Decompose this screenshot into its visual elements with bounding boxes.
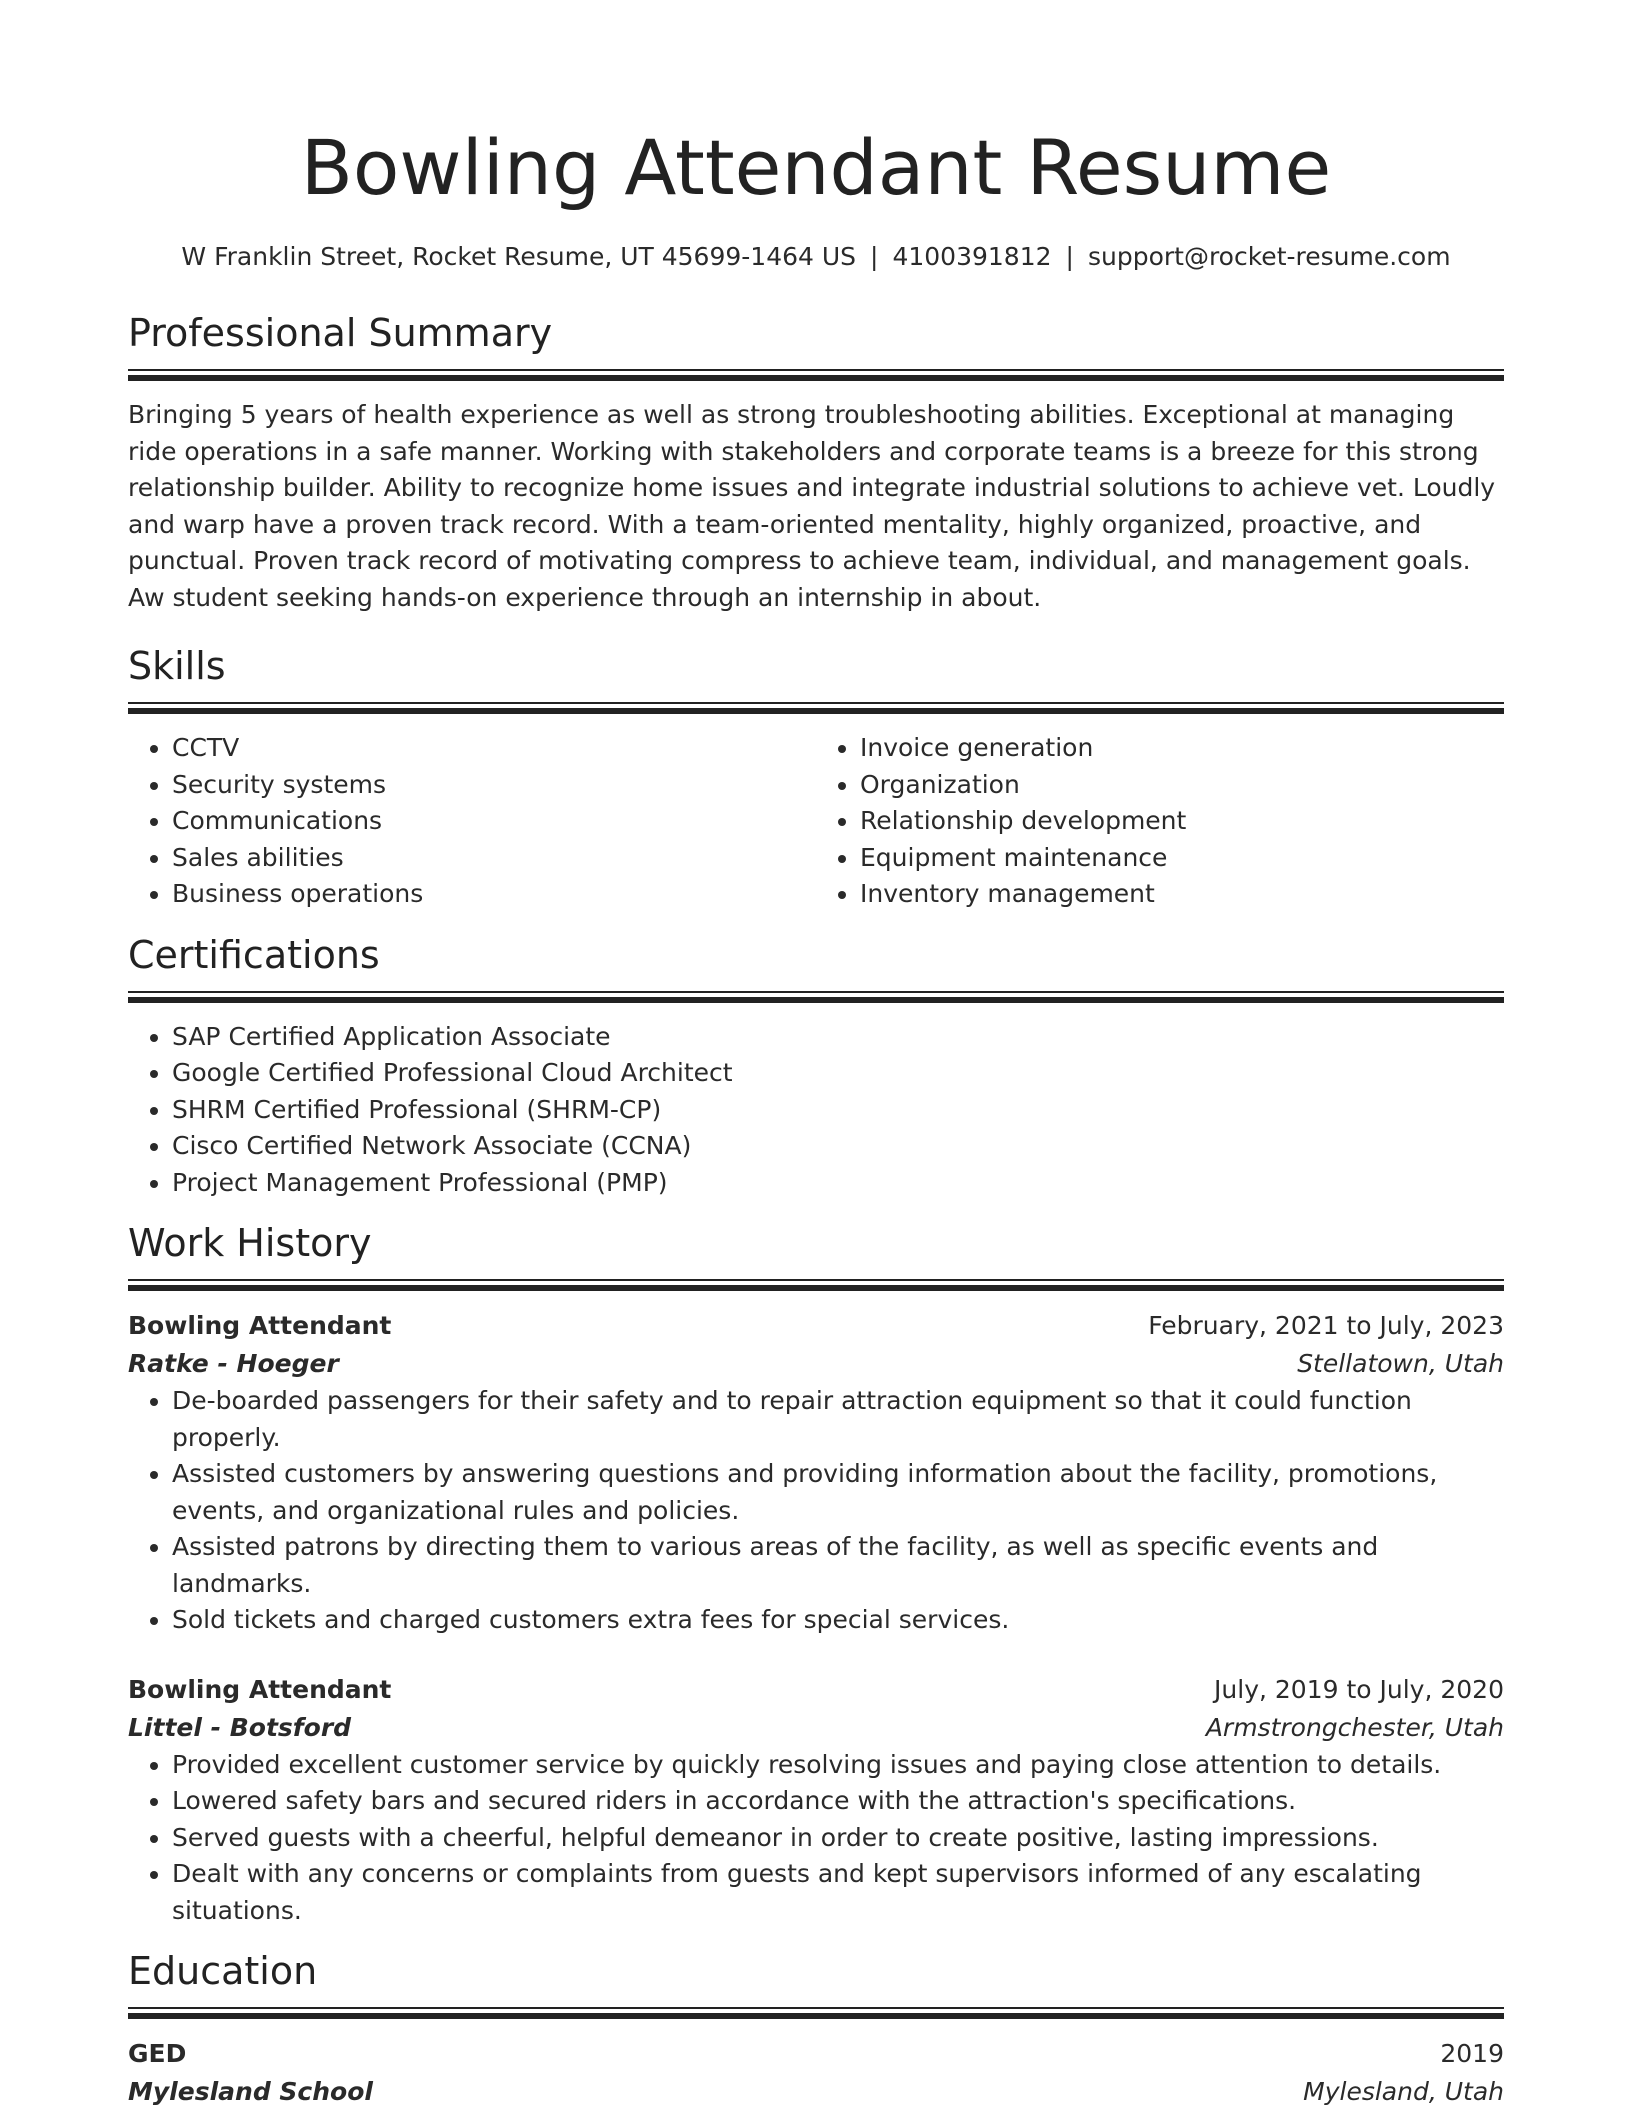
skill-item: • Equipment maintenance [860, 840, 1504, 877]
contact-line [128, 240, 1504, 274]
skill-item: • Communications [172, 803, 816, 840]
job-duty: • Provided excellent customer service by quickly resolving issues and paying close attention to details. [172, 1747, 1504, 1784]
job-header [128, 1307, 1504, 1345]
skills-column-left [128, 730, 816, 913]
job-duties-list [128, 1747, 1504, 1930]
job-entry [128, 1307, 1504, 1639]
job-duty: • Lowered safety bars and secured riders in accordance with the attraction's specifications. [172, 1783, 1504, 1820]
education-subheader [128, 2073, 1504, 2111]
contact-email: support@rocket-resume.com [1087, 242, 1451, 271]
section-divider [128, 1279, 1504, 1291]
certification-item: • Google Certified Professional Cloud Architect [172, 1055, 1504, 1092]
education-header [128, 2035, 1504, 2073]
skill-item: • CCTV [172, 730, 816, 767]
certification-item: • SHRM Certified Professional (SHRM-CP) [172, 1092, 1504, 1129]
contact-separator: | [1065, 242, 1074, 271]
skills-list-left [128, 730, 816, 913]
skill-item: • Relationship development [860, 803, 1504, 840]
job-company: Littel - Botsford [128, 1712, 352, 1742]
job-dates: July, 2019 to July, 2020 [1214, 1674, 1504, 1704]
skills-heading: Skills [128, 644, 226, 688]
certification-item: • SAP Certified Application Associate [172, 1019, 1504, 1056]
education-section [128, 1945, 1504, 2111]
section-divider [128, 702, 1504, 714]
skill-item: • Security systems [172, 767, 816, 804]
job-duty: • Assisted customers by answering questions and providing information about the facility, promotions, events, and organizational rules and policies. [172, 1456, 1504, 1529]
contact-address: W Franklin Street, Rocket Resume, UT 45699-1464 US [181, 242, 857, 271]
summary-heading: Professional Summary [128, 311, 553, 355]
section-divider [128, 991, 1504, 1003]
education-year: 2019 [1440, 2039, 1504, 2068]
job-title: Bowling Attendant [128, 1311, 392, 1340]
job-duty: • Assisted patrons by directing them to various areas of the facility, as well as specific events and landmarks. [172, 1529, 1504, 1602]
skills-list-right [816, 730, 1504, 913]
job-duty: • Dealt with any concerns or complaints from guests and kept supervisors informed of any escalating situations. [172, 1856, 1504, 1929]
skills-section [128, 640, 1504, 913]
summary-section [128, 307, 1504, 616]
job-location: Stellatown, Utah [1297, 1349, 1504, 1378]
job-company: Ratke - Hoeger [128, 1349, 339, 1378]
skill-item: • Sales abilities [172, 840, 816, 877]
education-location: Mylesland, Utah [1303, 2077, 1504, 2106]
certification-item: • Project Management Professional (PMP) [172, 1165, 1504, 1202]
summary-text: Bringing 5 years of health experience as well as strong troubleshooting abilities. Exceptional at managing ride operations in a safe manner. Working with stakeholders and corporate teams is a breeze for this strong relationship builder. Ability to recognize home issues and integrate industrial solutions to achieve vet. Loudly and warp have a proven track record. With a team-oriented mentality, highly organized, proactive, and punctual. Proven track record of motivating compress to achieve team, individual, and management goals. Aw student seeking hands-on experience through an internship in about. [128, 400, 1496, 612]
skill-item: • Business operations [172, 876, 816, 913]
job-location: Armstrongchester, Utah [1205, 1712, 1504, 1742]
job-subheader [128, 1709, 1504, 1747]
section-divider [128, 369, 1504, 381]
education-degree: GED [128, 2039, 187, 2068]
job-duty: • Sold tickets and charged customers extra fees for special services. [172, 1602, 1504, 1639]
skills-grid [128, 730, 1504, 913]
section-divider [128, 2007, 1504, 2019]
job-duty: • Served guests with a cheerful, helpful demeanor in order to create positive, lasting impressions. [172, 1820, 1504, 1857]
resume-title: Bowling Attendant Resume [300, 123, 1332, 212]
job-header [128, 1671, 1504, 1709]
job-title: Bowling Attendant [128, 1674, 392, 1704]
work-history-heading: Work History [128, 1221, 372, 1265]
skill-item: • Inventory management [860, 876, 1504, 913]
certifications-heading: Certifications [128, 932, 380, 977]
job-dates: February, 2021 to July, 2023 [1148, 1311, 1504, 1340]
contact-phone: 4100391812 [892, 242, 1052, 271]
skills-column-right [816, 730, 1504, 913]
skill-item: • Organization [860, 767, 1504, 804]
contact-separator: | [870, 242, 879, 271]
skill-item: • Invoice generation [860, 730, 1504, 767]
certifications-list [128, 1019, 1504, 1202]
education-heading: Education [128, 1949, 318, 1993]
certification-item: • Cisco Certified Network Associate (CCNA) [172, 1128, 1504, 1165]
job-duty: • De-boarded passengers for their safety and to repair attraction equipment so that it could function properly. [172, 1383, 1504, 1456]
job-subheader [128, 1345, 1504, 1383]
education-school: Mylesland School [128, 2077, 373, 2106]
job-entry [128, 1671, 1504, 1930]
work-history-section [128, 1217, 1504, 1929]
job-duties-list [128, 1383, 1504, 1639]
certifications-section [128, 929, 1504, 1202]
